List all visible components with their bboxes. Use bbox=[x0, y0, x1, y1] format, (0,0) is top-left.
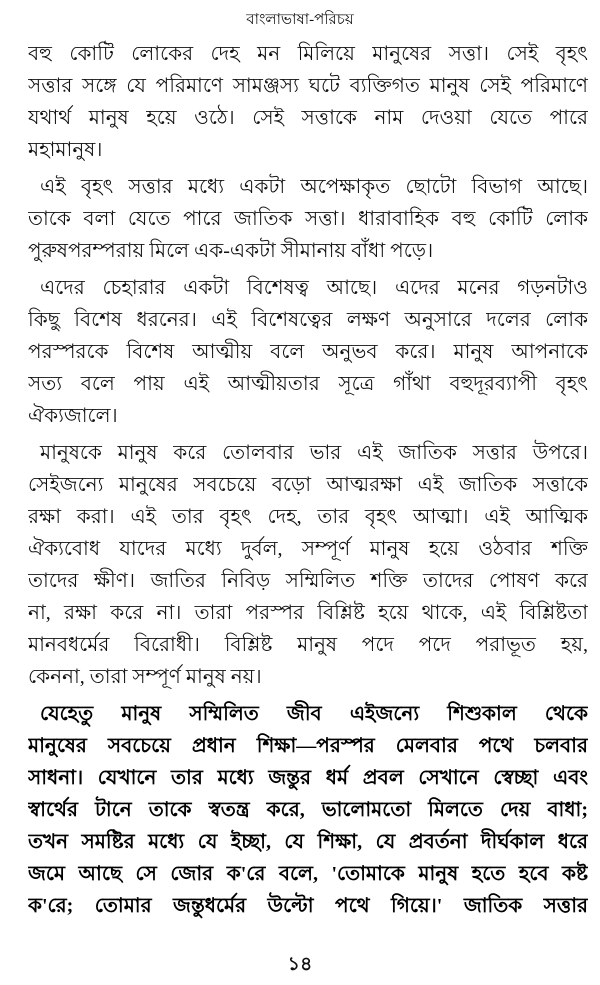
text-line: সেইজন্যে মানুষের সবচেয়ে বড়ো আত্মরক্ষা এই জাতিক সত্তাকে bbox=[28, 474, 588, 496]
text-line: মানবধর্মের বিরোধী। বিশ্লিষ্ট মানুষ পদে পদে পরাভূত হয়, bbox=[28, 634, 588, 656]
text-line: তখন সমষ্টির মধ্যে যে ইচ্ছা, যে শিক্ষা, যে প্রবর্তনা দীর্ঘকাল ধরে bbox=[28, 831, 588, 853]
text-line: এই বৃহৎ সত্তার মধ্যে একটা অপেক্ষাকৃত ছোটো বিভাগ আছে। bbox=[40, 176, 588, 198]
text-line: এদের চেহারার একটা বিশেষত্ব আছে। এদের মনের গড়নটাও bbox=[40, 277, 588, 299]
text-line: ঐক্যবোধ যাদের মধ্যে দুর্বল, সম্পূর্ণ মানুষ হয়ে ওঠবার শক্তি bbox=[28, 538, 588, 560]
paragraph bbox=[28, 698, 588, 922]
text-line: তাকে বলা যেতে পারে জাতিক সত্তা। ধারাবাহিক বহু কোটি লোক bbox=[28, 208, 588, 230]
body-text bbox=[28, 38, 588, 927]
text-line: সত্তার সঙ্গে যে পরিমাণে সামঞ্জস্য ঘটে ব্যক্তিগত মানুষ সেই পরিমাণে bbox=[28, 75, 588, 97]
text-line: মানুষকে মানুষ করে তোলবার ভার এই জাতিক সত্তার উপরে। bbox=[40, 442, 588, 464]
text-line: যথার্থ মানুষ হয়ে ওঠে। সেই সত্তাকে নাম দেওয়া যেতে পারে bbox=[28, 107, 588, 129]
text-line: কিছু বিশেষ ধরনের। এই বিশেষত্বের লক্ষণ অনুসারে দলের লোক bbox=[28, 309, 588, 331]
text-line: কেননা, তারা সম্পূর্ণ মানুষ নয়। bbox=[28, 666, 262, 688]
text-line: পুরুষপরম্পরায় মিলে এক-একটা সীমানায় বাঁধা পড়ে। bbox=[28, 240, 434, 262]
text-line: পরস্পরকে বিশেষ আত্মীয় বলে অনুভব করে। মানুষ আপনাকে bbox=[28, 341, 588, 363]
text-line: ঐক্যজালে। bbox=[28, 405, 118, 427]
running-head: বাংলাভাষা-পরিচয় bbox=[246, 12, 354, 28]
paragraph bbox=[28, 171, 588, 267]
text-line: তাদের ক্ষীণ। জাতির নিবিড় সম্মিলিত শক্তি তাদের পোষণ করে bbox=[28, 570, 588, 592]
text-line: না, রক্ষা করে না। তারা পরস্পর বিশ্লিষ্ট হয়ে থাকে, এই বিশ্লিষ্টতা bbox=[28, 602, 588, 624]
text-line: সাধনা। যেখানে তার মধ্যে জন্তুর ধর্ম প্রবল সেখানে স্বেচ্ছা এবং bbox=[28, 767, 588, 789]
text-line: যেহেতু মানুষ সম্মিলিত জীব এইজন্যে শিশুকাল থেকে bbox=[40, 703, 588, 725]
page-number: ১৪ bbox=[287, 954, 313, 975]
text-line: সত্য বলে পায় এই আত্মীয়তার সূত্রে গাঁথা বহুদূরব্যাপী বৃহৎ bbox=[28, 373, 588, 395]
text-line: ক'রে; তোমার জন্তুধর্মের উল্টো পথে গিয়ে।' জাতিক সত্তার bbox=[28, 895, 588, 917]
text-line: বহু কোটি লোকের দেহ মন মিলিয়ে মানুষের সত্তা। সেই বৃহৎ bbox=[28, 43, 588, 65]
text-line: রক্ষা করা। এই তার বৃহৎ দেহ, তার বৃহৎ আত্মা। এই আত্মিক bbox=[28, 506, 588, 528]
text-line: মহামানুষ। bbox=[28, 139, 103, 161]
text-line: জমে আছে সে জোর ক'রে বলে, 'তোমাকে মানুষ হতে হবে কষ্ট bbox=[28, 863, 588, 885]
text-line: স্বার্থের টানে তাকে স্বতন্ত্র করে, ভালোমতো মিলতে দেয় বাধা; bbox=[28, 799, 588, 821]
paragraph bbox=[28, 272, 588, 432]
paragraph bbox=[28, 38, 588, 166]
paragraph bbox=[28, 437, 588, 693]
text-line: মানুষের সবচেয়ে প্রধান শিক্ষা—পরস্পর মেলবার পথে চলবার bbox=[28, 735, 588, 757]
